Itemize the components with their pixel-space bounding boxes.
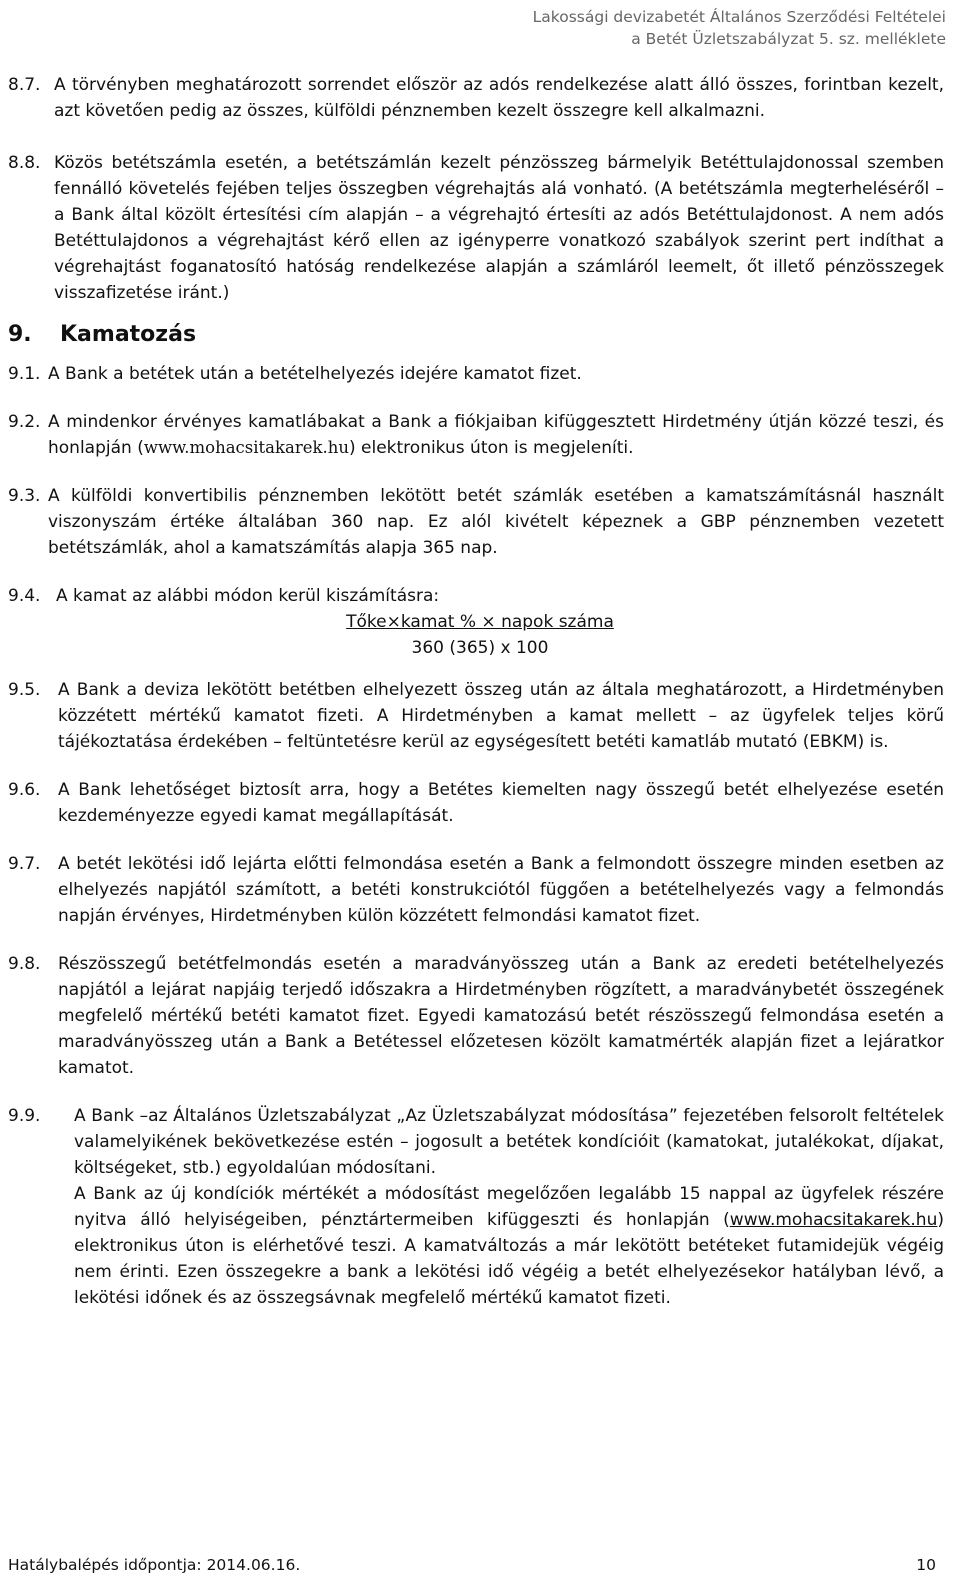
section-number: 8.8. [8, 153, 41, 173]
section-number: 8.7. [8, 75, 41, 95]
section-text [74, 1103, 944, 1311]
section-number: 9.2. [8, 412, 41, 432]
website-link[interactable]: www.mohacsitakarek.hu [729, 1210, 938, 1230]
paragraph-2: A Bank az új kondíciók mértékét a módosítást megelőzően legalább 15 nappal az ügyfelek részére nyitva álló helyiségeiben, pénztártermeiben kifüggeszti és honlapján (www.mohacsitakarek.hu) elektronikus úton is elérhetővé teszi. A kamatváltozás a már lekötött betéteket futamidejük végéig nem érinti. Ezen összegekre a bank a lekötési idő végéig a betét elhelyezésekor hatályban lévő, a lekötési időnek és az összegsávnak megfelelő mértékű kamatot fizeti. [74, 1184, 944, 1308]
effective-date: Hatálybalépés időpontja: 2014.06.16. [8, 1556, 301, 1574]
section-number: 9.7. [8, 854, 41, 874]
section-text: A kamat az alábbi módon kerül kiszámításra: [56, 586, 440, 606]
page-footer [8, 1554, 936, 1576]
section-text: Közös betétszámla esetén, a betétszámlán kezelt pénzösszeg bármelyik Betéttulajdonossal szemben fennálló követelés fejében teljes összegben végrehajtás alá vonható. (A betétszámla megterheléséről – a Bank által közölt értesítési cím alapján – a végrehajtó értesíti az adós Betéttulajdonost. A nem adós Betéttulajdonos a végrehajtást kérő ellen az igényperre vonatkozó szabályok szerint pert indíthat a végrehajtást foganatosító hatóság rendelkezése alapján a számláról leemelt, őt illető pénzösszegek visszafizetése iránt.) [54, 153, 944, 303]
section-number: 9.3. [8, 486, 41, 506]
section-9-6 [8, 777, 944, 829]
chapter-number: 9. [8, 322, 32, 347]
section-9-5 [8, 677, 944, 755]
chapter-title: Kamatozás [60, 322, 197, 347]
section-text: A mindenkor érvényes kamatlábakat a Bank a fiókjaiban kifüggesztett Hirdetmény útján közzé teszi, és honlapján (www.mohacsitakarek.hu) elektronikus úton is megjeleníti. [48, 412, 944, 458]
section-text: A Bank a betétek után a betételhelyezés idejére kamatot fizet. [48, 364, 582, 384]
formula-numerator: Tőke×kamat % × napok száma [346, 612, 614, 632]
section-text: Részösszegű betétfelmondás esetén a maradványösszeg után a Bank az eredeti betételhelyezés napjától a lejárat napjáig terjedő időszakra a Hirdetményben rögzített, a maradványbetét összegének megfelelő mértékű betéti kamatot fizet. Egyedi kamatozású betét részösszegű felmondása esetén a maradványösszeg után a Bank a Betétessel előzetesen közölt kamatmérték alapján fizet a lejáratkor kamatot. [58, 954, 944, 1078]
section-8-8 [8, 150, 944, 306]
paragraph-1: A Bank –az Általános Üzletszabályzat „Az Üzletszabályzat módosítása” fejezetében felsorolt feltételek valamelyikének bekövetkezése estén – jogosult a betétek kondícióit (kamatokat, jutalékokat, díjakat, költségeket, stb.) egyoldalúan módosítani. [74, 1106, 944, 1178]
chapter-heading [8, 322, 196, 347]
website-url[interactable]: www.mohacsitakarek.hu [143, 438, 349, 457]
header-subtitle: a Betét Üzletszabályzat 5. sz. melléklete [631, 30, 946, 48]
section-9-4 [8, 583, 944, 609]
interest-formula [0, 609, 960, 661]
section-9-1 [8, 361, 944, 387]
section-number: 9.9. [8, 1106, 41, 1126]
section-9-7 [8, 851, 944, 929]
header-title: Lakossági devizabetét Általános Szerződési Feltételei [532, 8, 946, 26]
section-number: 9.4. [8, 586, 41, 606]
section-text: A Bank lehetőséget biztosít arra, hogy a Betétes kiemelten nagy összegű betét elhelyezése esetén kezdeményezze egyedi kamat megállapítását. [58, 780, 944, 826]
section-9-2 [8, 409, 944, 461]
section-text: A Bank a deviza lekötött betétben elhelyezett összeg után az általa meghatározott, a Hirdetményben közzétett mértékű kamatot fizeti. A Hirdetményben a kamat mellett – az ügyfelek teljes körű tájékoztatása érdekében – feltüntetésre kerül az egységesített betéti kamatláb mutató (EBKM) is. [58, 680, 944, 752]
section-9-8 [8, 951, 944, 1081]
section-text: A törvényben meghatározott sorrendet először az adós rendelkezése alatt álló összes, forintban kezelt, azt követően pedig az összes, külföldi pénznemben kezelt összegre kell alkalmazni. [54, 75, 944, 121]
section-8-7 [8, 72, 944, 124]
section-number: 9.1. [8, 364, 41, 384]
page-number: 10 [916, 1556, 936, 1574]
formula-denominator: 360 (365) x 100 [411, 638, 549, 658]
section-number: 9.6. [8, 780, 41, 800]
section-text: A külföldi konvertibilis pénznemben lekötött betét számlák esetében a kamatszámításnál használt viszonyszám értéke általában 360 nap. Ez alól kivételt képeznek a GBP pénznemben vezetett betétszámlák, ahol a kamatszámítás alapja 365 nap. [48, 486, 944, 558]
section-number: 9.5. [8, 680, 41, 700]
section-9-9 [8, 1103, 944, 1311]
section-number: 9.8. [8, 954, 41, 974]
page-header [533, 6, 946, 50]
section-9-3 [8, 483, 944, 561]
section-text: A betét lekötési idő lejárta előtti felmondása esetén a Bank a felmondott összegre minden esetben az elhelyezés napjától számított, a betéti konstrukciótól függően a betételhelyezés vagy a felmondás napján érvényes, Hirdetményben külön közzétett felmondási kamatot fizet. [58, 854, 944, 926]
